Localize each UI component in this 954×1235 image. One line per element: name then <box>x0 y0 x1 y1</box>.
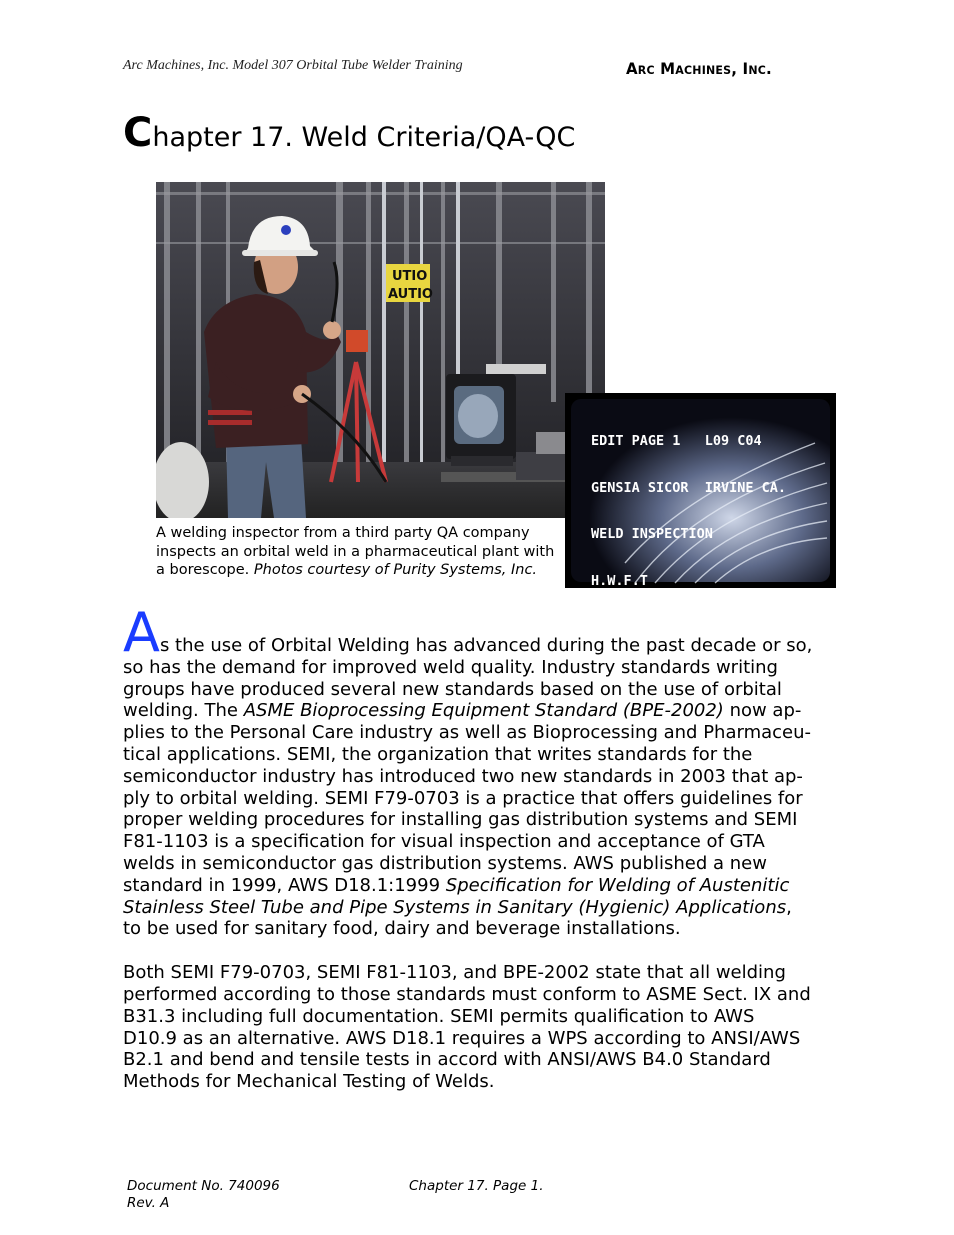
chapter-dropcap: C <box>123 110 153 156</box>
text-run: tical applications. SEMI, the organization that writes standards for the <box>123 743 753 765</box>
header-company-logo: Arc Machines, Inc. <box>626 59 772 79</box>
text-run: proper welding procedures for installing gas distribution systems and SEMI <box>123 809 798 831</box>
text-run: , <box>786 896 792 918</box>
text-run: F81-1103 is a specification for visual inspection and acceptance of GTA <box>123 831 765 853</box>
chapter-title-text: hapter 17. Weld Criteria/QA-QC <box>152 122 576 153</box>
text-run: welding. The <box>123 700 244 722</box>
text-run: so has the demand for improved weld quality. Industry standards writing <box>123 656 778 678</box>
paragraph-1 <box>123 601 843 940</box>
borescope-screen-photo <box>565 393 836 588</box>
text-run: semiconductor industry has introduced two new standards in 2003 that ap- <box>123 765 803 787</box>
text-run: s the use of Orbital Welding has advanced during the past decade or so, <box>159 635 813 656</box>
body-line <box>123 809 843 831</box>
inspector-photo-illustration <box>156 182 605 518</box>
header-document-title: Arc Machines, Inc. Model 307 Orbital Tube Welder Training <box>123 58 463 73</box>
chapter-title <box>123 110 575 156</box>
overlay-line: H.W.F.T <box>591 572 648 588</box>
body-line <box>123 831 843 853</box>
footer-rev: Rev. A <box>127 1195 170 1211</box>
text-run: groups have produced several new standards based on the use of orbital <box>123 678 782 700</box>
body-line <box>123 700 843 722</box>
body-line <box>123 897 843 919</box>
text-run: welds in semiconductor gas distribution systems. AWS published a new <box>123 852 767 874</box>
footer-page-number: Chapter 17. Page 1. <box>409 1178 544 1194</box>
body-text <box>123 601 843 1093</box>
body-line <box>123 788 843 810</box>
body-line <box>123 722 843 744</box>
italic-title: Specification for Welding of Austenitic <box>445 874 790 896</box>
paragraph-dropcap: A <box>123 601 160 664</box>
italic-title: Stainless Steel Tube and Pipe Systems in Sanitary (Hygienic) Applications <box>123 896 787 918</box>
body-line <box>123 744 843 766</box>
body-line <box>123 601 843 664</box>
text-run: ply to orbital welding. SEMI F79-0703 is a practice that offers guidelines for <box>123 787 803 809</box>
overlay-line: EDIT PAGE 1 L09 C04 <box>591 433 762 449</box>
caption-credit: Photos courtesy of Purity Systems, Inc. <box>253 562 538 578</box>
body-line <box>123 766 843 788</box>
body-line: Methods for Mechanical Testing of Welds. <box>123 1071 495 1093</box>
inspector-photo <box>156 182 605 518</box>
body-line <box>123 853 843 875</box>
text-run: plies to the Personal Care industry as well as Bioprocessing and Pharmaceu- <box>123 722 812 744</box>
body-line: Both SEMI F79-0703, SEMI F81-1103, and BPE-2002 state that all welding <box>123 962 786 984</box>
footer-doc-no: Document No. 740096 <box>127 1178 280 1194</box>
body-line: D10.9 as an alternative. AWS D18.1 requires a WPS according to ANSI/AWS <box>123 1027 801 1049</box>
italic-title: ASME Bioprocessing Equipment Standard (BPE-2002) <box>243 700 724 722</box>
borescope-overlay-text <box>591 403 786 588</box>
overlay-line: WELD INSPECTION <box>591 526 713 542</box>
svg-text:AUTIO: AUTIO <box>388 287 433 302</box>
body-line: B2.1 and bend and tensile tests in accord with ANSI/AWS B4.0 Standard <box>123 1049 771 1071</box>
footer-document-number <box>127 1178 280 1212</box>
body-line <box>123 875 843 897</box>
svg-text:UTIO: UTIO <box>392 269 428 284</box>
body-line <box>123 918 843 940</box>
body-line: performed according to those standards must conform to ASME Sect. IX and <box>123 983 811 1005</box>
text-run: standard in 1999, AWS D18.1:1999 <box>123 874 446 896</box>
body-line: B31.3 including full documentation. SEMI permits qualification to AWS <box>123 1005 755 1027</box>
overlay-line: GENSIA SICOR IRVINE CA. <box>591 479 787 496</box>
text-run: to be used for sanitary food, dairy and beverage installations. <box>123 918 681 940</box>
text-run: now ap- <box>723 700 802 722</box>
caption-text: A welding inspector from a third party QA company inspects an orbital weld in a pharmaceutical plant with a borescope. <box>156 525 555 578</box>
photo-caption <box>156 524 561 580</box>
body-line <box>123 657 843 679</box>
body-line <box>123 679 843 701</box>
paragraph-2 <box>123 962 843 1093</box>
